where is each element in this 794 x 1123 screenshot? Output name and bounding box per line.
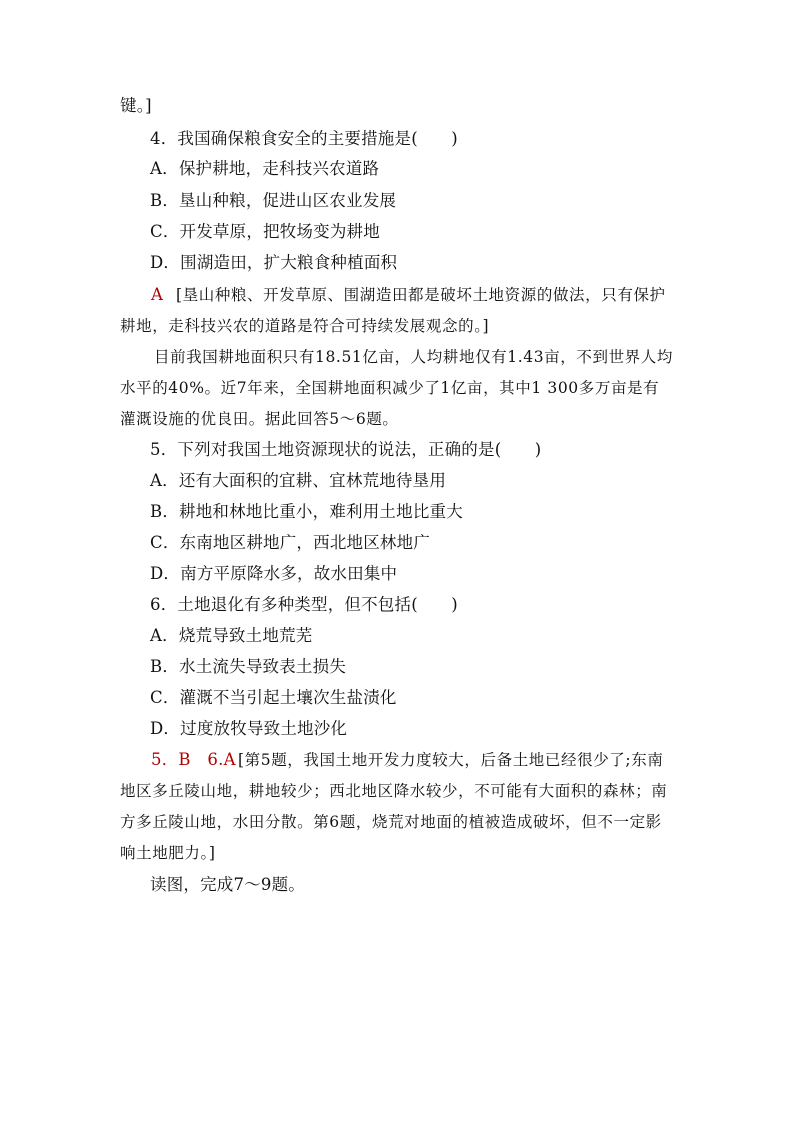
question-5-option-c: C．东南地区耕地广，西北地区林地广: [150, 533, 431, 552]
question-6: 6．土地退化有多种类型，但不包括( ): [150, 595, 458, 614]
question-5: 5．下列对我国土地资源现状的说法，正确的是( ): [150, 440, 542, 459]
questions-5-6-explanation-continued: 地区多丘陵山地，耕地较少；西北地区降水较少，不可能有大面积的森林；南: [120, 782, 668, 800]
question-4-explanation-continued: 耕地，走科技兴农的道路是符合可持续发展观念的。]: [120, 317, 490, 335]
questions-5-6-answer-key: 5．B 6.A: [151, 750, 236, 769]
question-4-option-c: C．开发草原，把牧场变为耕地: [150, 222, 380, 241]
question-5-option-a: A．还有大面积的宜耕、宜林荒地待垦用: [150, 471, 447, 490]
question-6-option-a: A．烧荒导致土地荒芜: [150, 626, 313, 645]
questions-5-6-explanation-continued-2: 方多丘陵山地，水田分散。第6题，烧荒对地面的植被造成破坏，但不一定影: [120, 813, 662, 831]
questions-5-6-explanation-end: 响土地肥力。]: [120, 844, 216, 862]
question-4-explanation: [垦山种粮、开发草原、围湖造田都是破坏土地资源的做法，只有保护: [176, 286, 666, 304]
passage-text-continued: 水平的40%。近7年来，全国耕地面积减少了1亿亩，其中1 300多万亩是有: [120, 379, 660, 397]
answer-continuation: 键。]: [120, 96, 152, 115]
question-6-option-d: D．过度放牧导致土地沙化: [150, 719, 348, 738]
question-4-option-b: B．垦山种粮，促进山区农业发展: [150, 191, 397, 210]
figure-instruction: 读图，完成7～9题。: [150, 875, 305, 894]
question-6-option-b: B．水土流失导致表土损失: [150, 657, 347, 676]
question-5-option-b: B．耕地和林地比重小，难利用土地比重大: [150, 502, 463, 521]
question-4: 4．我国确保粮食安全的主要措施是( ): [150, 129, 458, 148]
question-4-option-a: A．保护耕地，走科技兴农道路: [150, 159, 380, 178]
question-5-option-d: D．南方平原降水多，故水田集中: [150, 564, 398, 583]
question-6-option-c: C．灌溉不当引起土壤次生盐渍化: [150, 688, 397, 707]
questions-5-6-explanation: [第5题，我国土地开发力度较大，后备土地已经很少了;东南: [238, 751, 664, 769]
passage-text: 目前我国耕地面积只有18.51亿亩，人均耕地仅有1.43亩，不到世界人均: [154, 348, 673, 366]
passage-text-end: 灌溉设施的优良田。据此回答5～6题。: [120, 410, 399, 428]
question-4-answer-key: A: [151, 285, 164, 304]
question-4-option-d: D．围湖造田，扩大粮食种植面积: [150, 253, 398, 272]
